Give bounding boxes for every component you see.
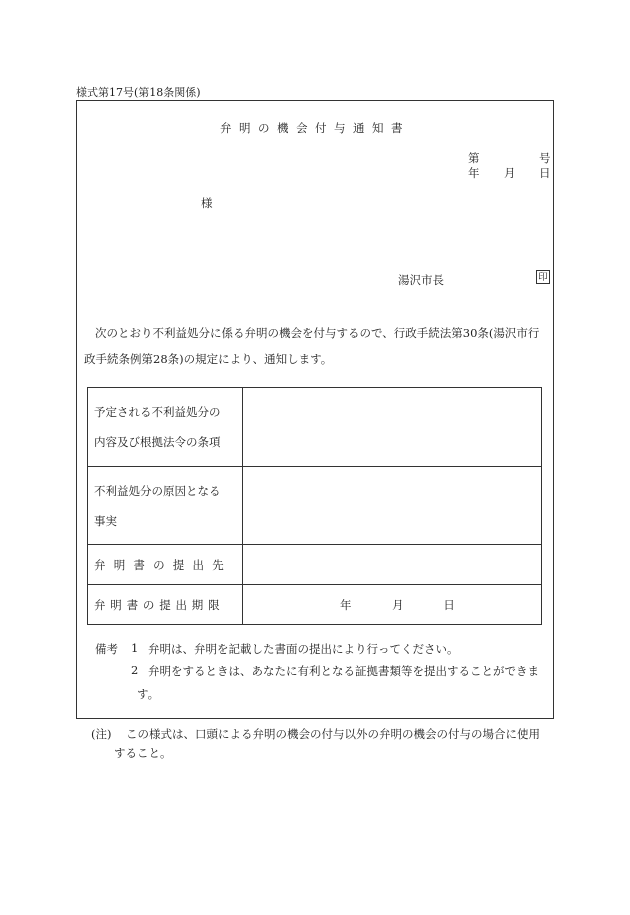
row2-line1: 不利益処分の原因となる — [94, 483, 221, 498]
remarks-item1-number: 1 — [131, 641, 139, 655]
row2-line2: 事実 — [94, 513, 117, 528]
table-label-cell — [88, 585, 243, 625]
date-month: 月 — [504, 166, 516, 180]
note-line2: すること。 — [114, 746, 172, 760]
date-year: 年 — [468, 166, 480, 180]
table-value-cell — [243, 388, 542, 467]
table-row — [88, 388, 542, 467]
table-row — [88, 545, 542, 585]
deadline-day: 日 — [443, 597, 455, 612]
note-label: (注) — [91, 727, 112, 741]
deadline-year: 年 — [340, 597, 352, 612]
form-number-label: 様式第17号(第18条関係) — [76, 86, 201, 99]
table-label-cell — [88, 388, 243, 467]
remarks-item1-text: 弁明は、弁明を記載した書面の提出により行ってください。 — [148, 642, 459, 656]
table-value-cell — [243, 545, 542, 585]
remarks-item2-line2: す。 — [137, 687, 160, 701]
table-row — [88, 585, 542, 625]
row4-label: 弁明書の提出期限 — [94, 597, 225, 612]
table-label-cell — [88, 545, 243, 585]
info-table — [87, 387, 542, 625]
row3-label: 弁明書の提出先 — [94, 557, 232, 572]
row1-line2: 内容及び根拠法令の条項 — [94, 435, 221, 449]
table-value-cell — [243, 467, 542, 545]
addressee-suffix: 様 — [201, 196, 213, 210]
date-day: 日 — [539, 166, 551, 180]
seal-mark: 印 — [536, 270, 550, 284]
remarks-item2-number: 2 — [131, 663, 139, 677]
table-row — [88, 467, 542, 545]
document-title: 弁明の機会付与通知書 — [220, 121, 410, 135]
note-line1: この様式は、口頭による弁明の機会の付与以外の弁明の機会の付与の場合に使用 — [126, 727, 540, 741]
remarks-heading: 備考 — [95, 642, 118, 656]
issuer-name: 湯沢市長 — [398, 273, 444, 287]
body-paragraph: 次のとおり不利益処分に係る弁明の機会を付与するので、行政手続法第30条(湯沢市行政手続条例第28条)の規定により、通知します。 — [84, 326, 540, 366]
row1-line1: 予定される不利益処分の — [94, 405, 221, 419]
table-label-cell — [88, 467, 243, 545]
number-suffix: 号 — [539, 151, 551, 165]
deadline-month: 月 — [392, 597, 404, 612]
remarks-item2-line1: 弁明をするときは、あなたに有利となる証拠書類等を提出することができま — [148, 664, 539, 678]
table-value-cell — [243, 585, 542, 625]
number-prefix: 第 — [468, 151, 480, 165]
